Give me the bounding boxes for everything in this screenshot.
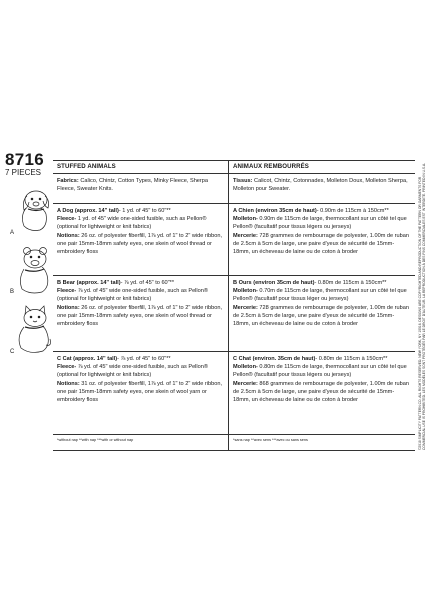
- notions-text: 31 oz. of polyester fiberfill, 1⅞ yd. of 1" to 2" wide ribbon, one pair 15mm-18mm safety eyes, one skein of wool yarn or embroidery floss: [57, 380, 223, 404]
- notions-line: [233, 380, 411, 405]
- fabric-requirements-table: [53, 160, 415, 451]
- notions-label: Mercerie:: [233, 380, 258, 387]
- fleece-text: 0.70m de 115cm de large, thermocollant sur un côté tel que Pellon® (facultatif pour tissus léger ou jerseys): [233, 288, 407, 303]
- fleece-label: Molleton-: [233, 364, 258, 371]
- column-divider: [228, 161, 229, 450]
- view-title-line: [57, 279, 225, 287]
- fleece-line: [57, 363, 225, 379]
- copyright-strip: [418, 160, 434, 450]
- view-title: A Dog (approx. 14" tall): [57, 208, 119, 214]
- view-b-illustration: [10, 245, 52, 300]
- english-bear-requirements: [57, 279, 225, 328]
- fleece-label: Fleece-: [57, 216, 77, 223]
- french-fabrics: [233, 177, 411, 193]
- fleece-text: 1 yd. of 45" wide one-sided fusible, such as Pellon® (optional for lightweight or knit fabrics): [57, 216, 207, 231]
- view-yardage: - 0.80m de 115cm à 150cm**: [315, 356, 388, 362]
- english-footnote: *without nap **with nap ***with or without nap: [57, 438, 134, 442]
- fleece-line: [57, 287, 225, 303]
- notions-label: Notions:: [57, 304, 80, 311]
- fleece-label: Fleece-: [57, 364, 77, 371]
- fleece-line: [233, 363, 411, 379]
- fleece-text: 0.90m de 115cm de large, thermocollant sur un côté tel que Pellon® (facultatif pour tissus légers ou jerseys): [233, 216, 407, 231]
- notions-text: 868 grammes de rembourrage de polyester, 1.00m de ruban de 2.5cm à 5cm de large, une paire d'yeux de sécurité de 15mm-18mm, un écheveau de laine ou de coton à broder: [233, 380, 409, 404]
- fleece-line: [57, 215, 225, 231]
- pattern-info: [5, 152, 53, 178]
- dog-plush-icon: [10, 188, 52, 240]
- notions-label: Notions:: [57, 380, 80, 387]
- notions-line: [233, 232, 411, 257]
- view-letter: C: [10, 349, 15, 355]
- french-dog-requirements: [233, 207, 411, 256]
- view-yardage: - ⅞ yd. of 45" to 60"**: [117, 356, 171, 362]
- view-title: C Cat (approx. 14" tall): [57, 356, 118, 362]
- view-a-illustration: [10, 188, 52, 240]
- english-cat-requirements: [57, 355, 225, 404]
- view-yardage: - 1 yd. of 45" to 60"**: [118, 208, 171, 214]
- pattern-number: 8716: [5, 150, 45, 169]
- notions-line: [57, 304, 225, 329]
- row-divider: [53, 351, 415, 352]
- notions-label: Mercerie:: [233, 304, 258, 311]
- cat-plush-icon: [10, 305, 52, 360]
- fleece-text: ⅞ yd. of 45" wide one-sided fusible, such as Pellon® (optional for lightweight or knit fabrics): [57, 288, 209, 303]
- french-cat-requirements: [233, 355, 411, 404]
- row-divider: [53, 434, 415, 435]
- notions-text: 728 grammes de rembourrage de polyester, 1.00m de ruban de 2.5cm à 5cm de large, une paire d'yeux de sécurité de 15mm-18mm, un écheveau de laine ou de coton à broder: [233, 304, 409, 328]
- view-yardage: - 0.80m de 115cm à 150cm**: [314, 280, 387, 286]
- view-title-line: [57, 355, 225, 363]
- notions-text: 26 oz. of polyester fiberfill, 1⅞ yd. of 1" to 2" wide ribbon, one pair 15mm-18mm safety eyes, one skein of wool thread or embroidery floss: [57, 304, 223, 328]
- view-title: B Bear (approx. 14" tall): [57, 280, 121, 286]
- piece-count: 7 PIECES: [5, 168, 42, 177]
- copyright-text: ©2018 SIMPLICITY PATTERN CO. ALL RIGHTS RESERVED. NEW YORK, NY 10016. DESIGNS ARE COPYRIGHTED AND REPRODUCTION OF THE PATTERN OR GARMENTS FOR COMMERCIAL USE IS PROHIBITED. LES MODÈLES SONT PROTÉGÉS PAR LE DROIT D'AUTEUR. LA REPRODUCTION À DES FINS COMMERCIALES EST INTERDITE. PRINTED IN U.S.A.: [418, 162, 427, 450]
- fabrics-label: Tissus:: [233, 178, 253, 184]
- fabrics-label: Fabrics:: [57, 178, 79, 184]
- notions-line: [233, 304, 411, 329]
- french-bear-requirements: [233, 279, 411, 328]
- view-yardage: - ⅞ yd. of 45" to 60"**: [120, 280, 175, 286]
- french-footnote: *sans nap **avec sens ***avec ou sans sens: [233, 438, 308, 442]
- french-header: ANIMAUX REMBOURRÉS: [233, 163, 309, 170]
- view-letter: A: [10, 230, 15, 236]
- view-c-illustration: [10, 305, 52, 360]
- view-title: B Ours (environ 35cm de haut): [233, 280, 315, 286]
- notions-label: Mercerie:: [233, 232, 258, 239]
- english-header: STUFFED ANIMALS: [57, 163, 116, 170]
- fleece-label: Molleton-: [233, 216, 258, 223]
- fleece-label: Molleton-: [233, 288, 258, 295]
- notions-text: 26 oz. of polyester fiberfill, 1⅞ yd. of 1" to 2" wide ribbon, one pair 15mm-18mm safety eyes, one skein of wool thread or embroidery floss: [57, 232, 223, 256]
- row-divider: [53, 173, 415, 174]
- fleece-line: [233, 215, 411, 231]
- view-title-line: [57, 207, 225, 215]
- row-divider: [53, 275, 415, 276]
- english-dog-requirements: [57, 207, 225, 256]
- row-divider: [53, 203, 415, 204]
- view-letter: B: [10, 289, 15, 295]
- view-yardage: - 0.90m de 115cm à 150cm**: [316, 208, 389, 214]
- bear-plush-icon: [10, 245, 52, 300]
- notions-text: 728 grammes de rembourrage de polyester, 1.00m de ruban de 2.5cm à 5cm de large, une paire d'yeux de sécurité de 15mm-18mm, un écheveau de laine ou de coton à broder: [233, 232, 409, 256]
- notions-line: [57, 232, 225, 257]
- english-fabrics: [57, 177, 225, 193]
- view-title-line: [233, 279, 411, 287]
- fabrics-text: Calico, Chintz, Cotton Types, Minky Fleece, Sherpa Fleece, Sweater Knits.: [57, 178, 208, 193]
- fabrics-text: Calicot, Chintz, Cotonnades, Molleton Doux, Molleton Sherpa, Molleton pour Sweater.: [233, 178, 408, 193]
- fleece-line: [233, 287, 411, 303]
- fleece-label: Fleece-: [57, 288, 77, 295]
- view-title: C Chat (environ. 35cm de haut): [233, 356, 316, 362]
- view-title-line: [233, 355, 411, 363]
- notions-line: [57, 380, 225, 405]
- view-title-line: [233, 207, 411, 215]
- notions-label: Notions:: [57, 232, 80, 239]
- view-title: A Chien (environ 35cm de haut): [233, 208, 317, 214]
- fleece-text: ⅞ yd. of 45" wide one-sided fusible, such as Pellon® (optional for lightweight or knit fabrics): [57, 364, 209, 379]
- fleece-text: 0.80m de 115cm de large, thermocollant sur un côté tel que Pellon® (facultatif pour tissus légers ou jerseys): [233, 364, 407, 379]
